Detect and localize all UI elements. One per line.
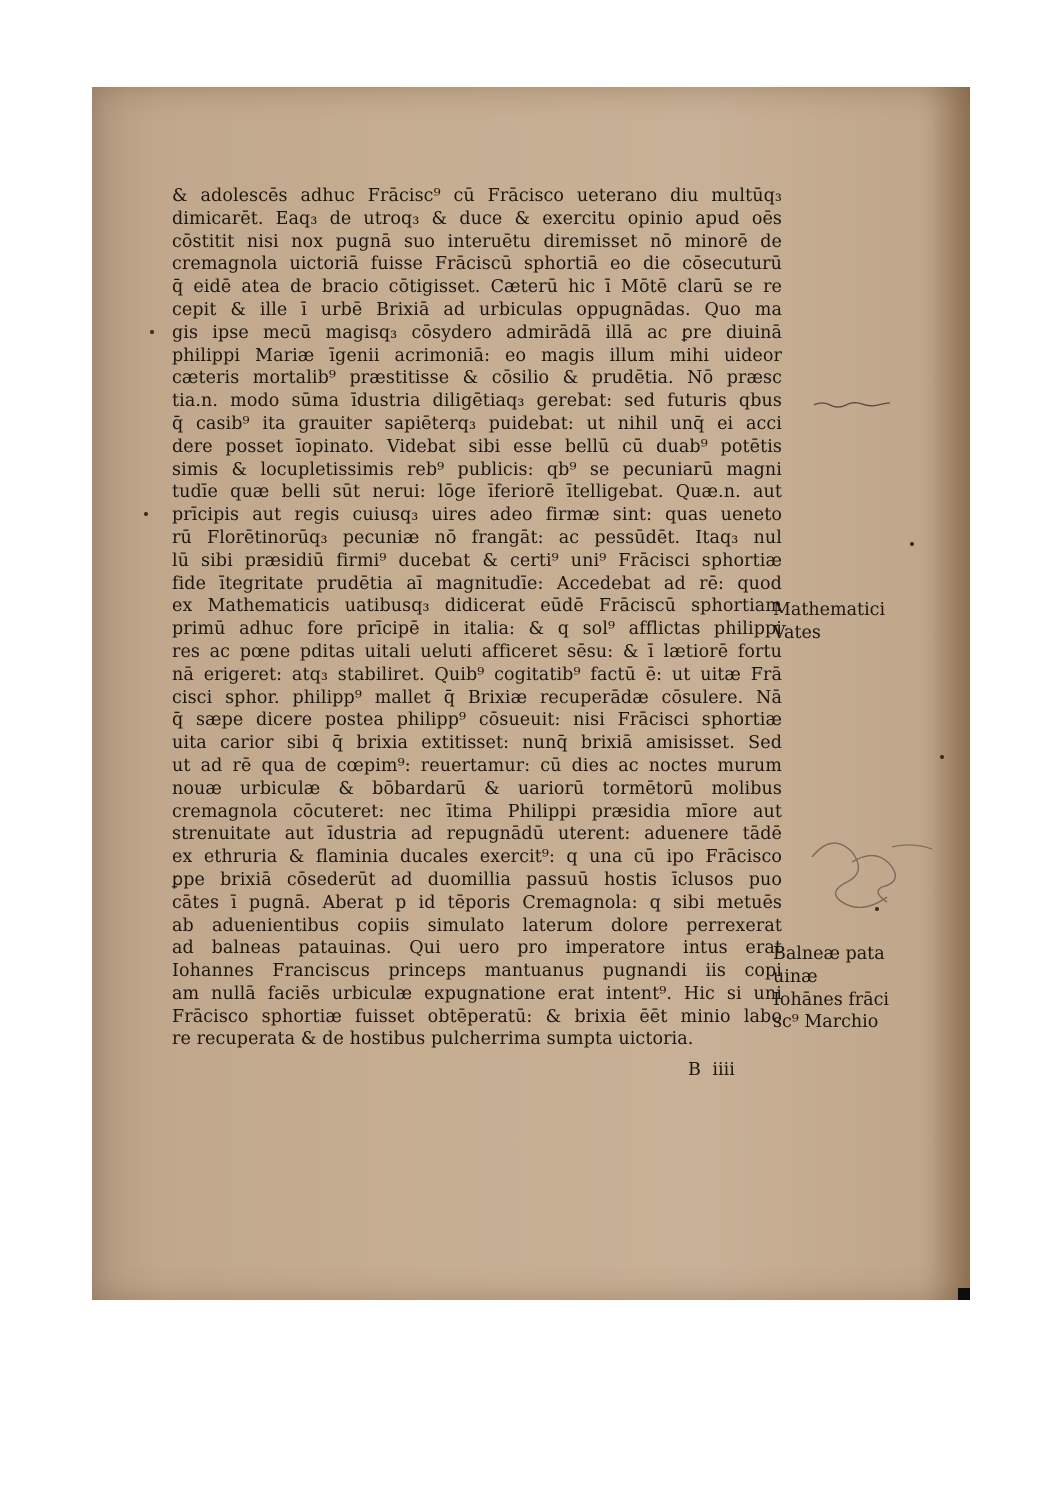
marginal-line: uinæ (773, 966, 818, 987)
text-line: Iohannes Franciscus princeps mantuanus pugnandi iis copi (172, 961, 782, 982)
text-line: rū Florētinorūq₃ pecuniæ nō frangāt: ac pessūdēt. Itaq₃ nul (172, 527, 782, 548)
text-line: ad balneas patauinas. Qui uero pro imperatore intus erat (172, 938, 782, 959)
ink-speck (875, 907, 879, 911)
text-line: gis ipse mecū magisq₃ cōsydero admirādā illā ac ꝑre diuinā (172, 322, 782, 343)
text-line: tia.n. modo sūma īdustria diligētiaq₃ gerebat: sed futuris qbus (172, 391, 782, 412)
text-line: ꝑpe brixiā cōsederūt ad duomillia passuū hostis īclusos puo (172, 869, 782, 890)
text-line: nouæ urbiculæ & bōbardarū & uariorū tormētorū molibus (172, 778, 782, 799)
text-line: strenuitate aut īdustria ad repugnādū uterent: aduenere tādē (172, 824, 782, 845)
text-line: uita carior sibi q̄ brixia extitisset: nunq̄ brixiā amisisset. Sed (172, 733, 782, 754)
text-line: philippi Mariæ īgenii acrimoniā: eo magis illum mihi uideor (172, 345, 782, 366)
text-line: dere posset īopinato. Videbat sibi esse bellū cū duab⁹ potētis (172, 436, 782, 457)
text-line: q̄ casib⁹ ita grauiter sapiēterq₃ puidebat: ut nihil unq̄ ei acci (172, 413, 782, 434)
text-line: cātes ī pugnā. Aberat p id tēporis Cremagnola: q sibi metuēs (172, 892, 782, 913)
marginal-pen-stroke (812, 399, 892, 409)
marginal-line: Vates (773, 622, 821, 643)
page-stain (930, 87, 970, 1300)
text-line: prīcipis aut regis cuiusq₃ uires adeo firmæ sint: quas ueneto (172, 505, 782, 526)
text-line: cremagnola cōcuteret: nec ītima Philippi præsidia mīore aut (172, 801, 782, 822)
ink-speck (910, 542, 914, 546)
ink-speck (150, 330, 154, 334)
marginal-note-mathematici (773, 599, 885, 645)
text-line: primū adhuc fore prīcipē in italia: & q sol⁹ afflictas philippi (172, 619, 782, 640)
text-line: re recuperata & de hostibus pulcherrima sumpta uictoria. (172, 1029, 694, 1050)
body-text (172, 185, 782, 1051)
text-line: q̄ eidē atea de bracio cōtigisset. Cæterū hic ī Mōtē clarū se re (172, 277, 782, 298)
signature-mark: B iiii (688, 1060, 735, 1080)
text-line: nā erigeret: atq₃ stabiliret. Quib⁹ cogitatib⁹ factū ē: ut uitæ Frā (172, 664, 782, 685)
marginal-note-balneae (773, 943, 889, 1034)
page-corner-edge (958, 1288, 970, 1300)
text-line: cōstitit nisi nox pugnā suo interuētu diremisset nō minorē de (172, 231, 782, 252)
text-line: ex ethruria & flaminia ducales exercit⁹: q una cū ipo Frācisco (172, 847, 782, 868)
marginal-line: sc⁹ Marchio (773, 1012, 879, 1033)
text-line: ex Mathematicis uatibusq₃ didicerat eūdē Frāciscū sphortiam (172, 596, 782, 617)
text-line: q̄ sæpe dicere postea philipp⁹ cōsueuit: nisi Frācisci sphortiæ (172, 710, 782, 731)
text-line: cisci sphor. philipp⁹ mallet q̄ Brixiæ recuperādæ cōsulere. Nā (172, 687, 782, 708)
text-line: & adolescēs adhuc Frācisc⁹ cū Frācisco ueterano diu multūq₃ (172, 186, 782, 206)
marginal-line: Balneæ pata (773, 944, 885, 964)
ink-speck (940, 755, 944, 759)
text-line: dimicarēt. Eaq₃ de utroq₃ & duce & exercitu opinio apud oēs (172, 208, 782, 229)
text-line: cremagnola uictoriā fuisse Frāciscū sphortiā eo die cōsecuturū (172, 254, 782, 275)
text-line: cepit & ille ī urbē Brixiā ad urbiculas oppugnādas. Quo ma (172, 299, 782, 320)
text-line: Frācisco sphortiæ fuisset obtēperatū: & brixia ēēt minio labo (172, 1006, 782, 1027)
ink-speck (144, 512, 148, 516)
marginal-line: Iohānes frāci (773, 989, 889, 1010)
book-page (92, 87, 970, 1300)
text-line: ab aduenientibus copiis simulato laterum dolore perrexerat (172, 915, 782, 936)
text-line: fide ītegritate prudētia aī magnitudīe: Accedebat ad rē: quod (172, 573, 782, 594)
text-line: am nullā faciēs urbiculæ expugnatione erat intent⁹. Hic si uni (172, 983, 782, 1004)
text-line: lū sibi præsidiū firmi⁹ ducebat & certi⁹ uni⁹ Frācisci sphortiæ (172, 550, 782, 571)
text-line: cæteris mortalib⁹ præstitisse & cōsilio & prudētia. Nō præsc (172, 368, 782, 389)
ink-flourish-doodle (792, 827, 952, 917)
marginal-line: Mathematici (773, 600, 886, 620)
text-line: simis & locupletissimis reb⁹ publicis: qb⁹ se pecuniarū magni (172, 459, 782, 480)
text-line: tudīe quæ belli sūt nerui: lōge īferiorē ītelligebat. Quæ.n. aut (172, 482, 782, 503)
text-line: res ac pœne pditas uitali ueluti afficeret sēsu: & ī lætiorē fortu (172, 641, 782, 662)
text-line: ut ad rē qua de cœpim⁹: reuertamur: cū dies ac noctes murum (172, 755, 782, 776)
